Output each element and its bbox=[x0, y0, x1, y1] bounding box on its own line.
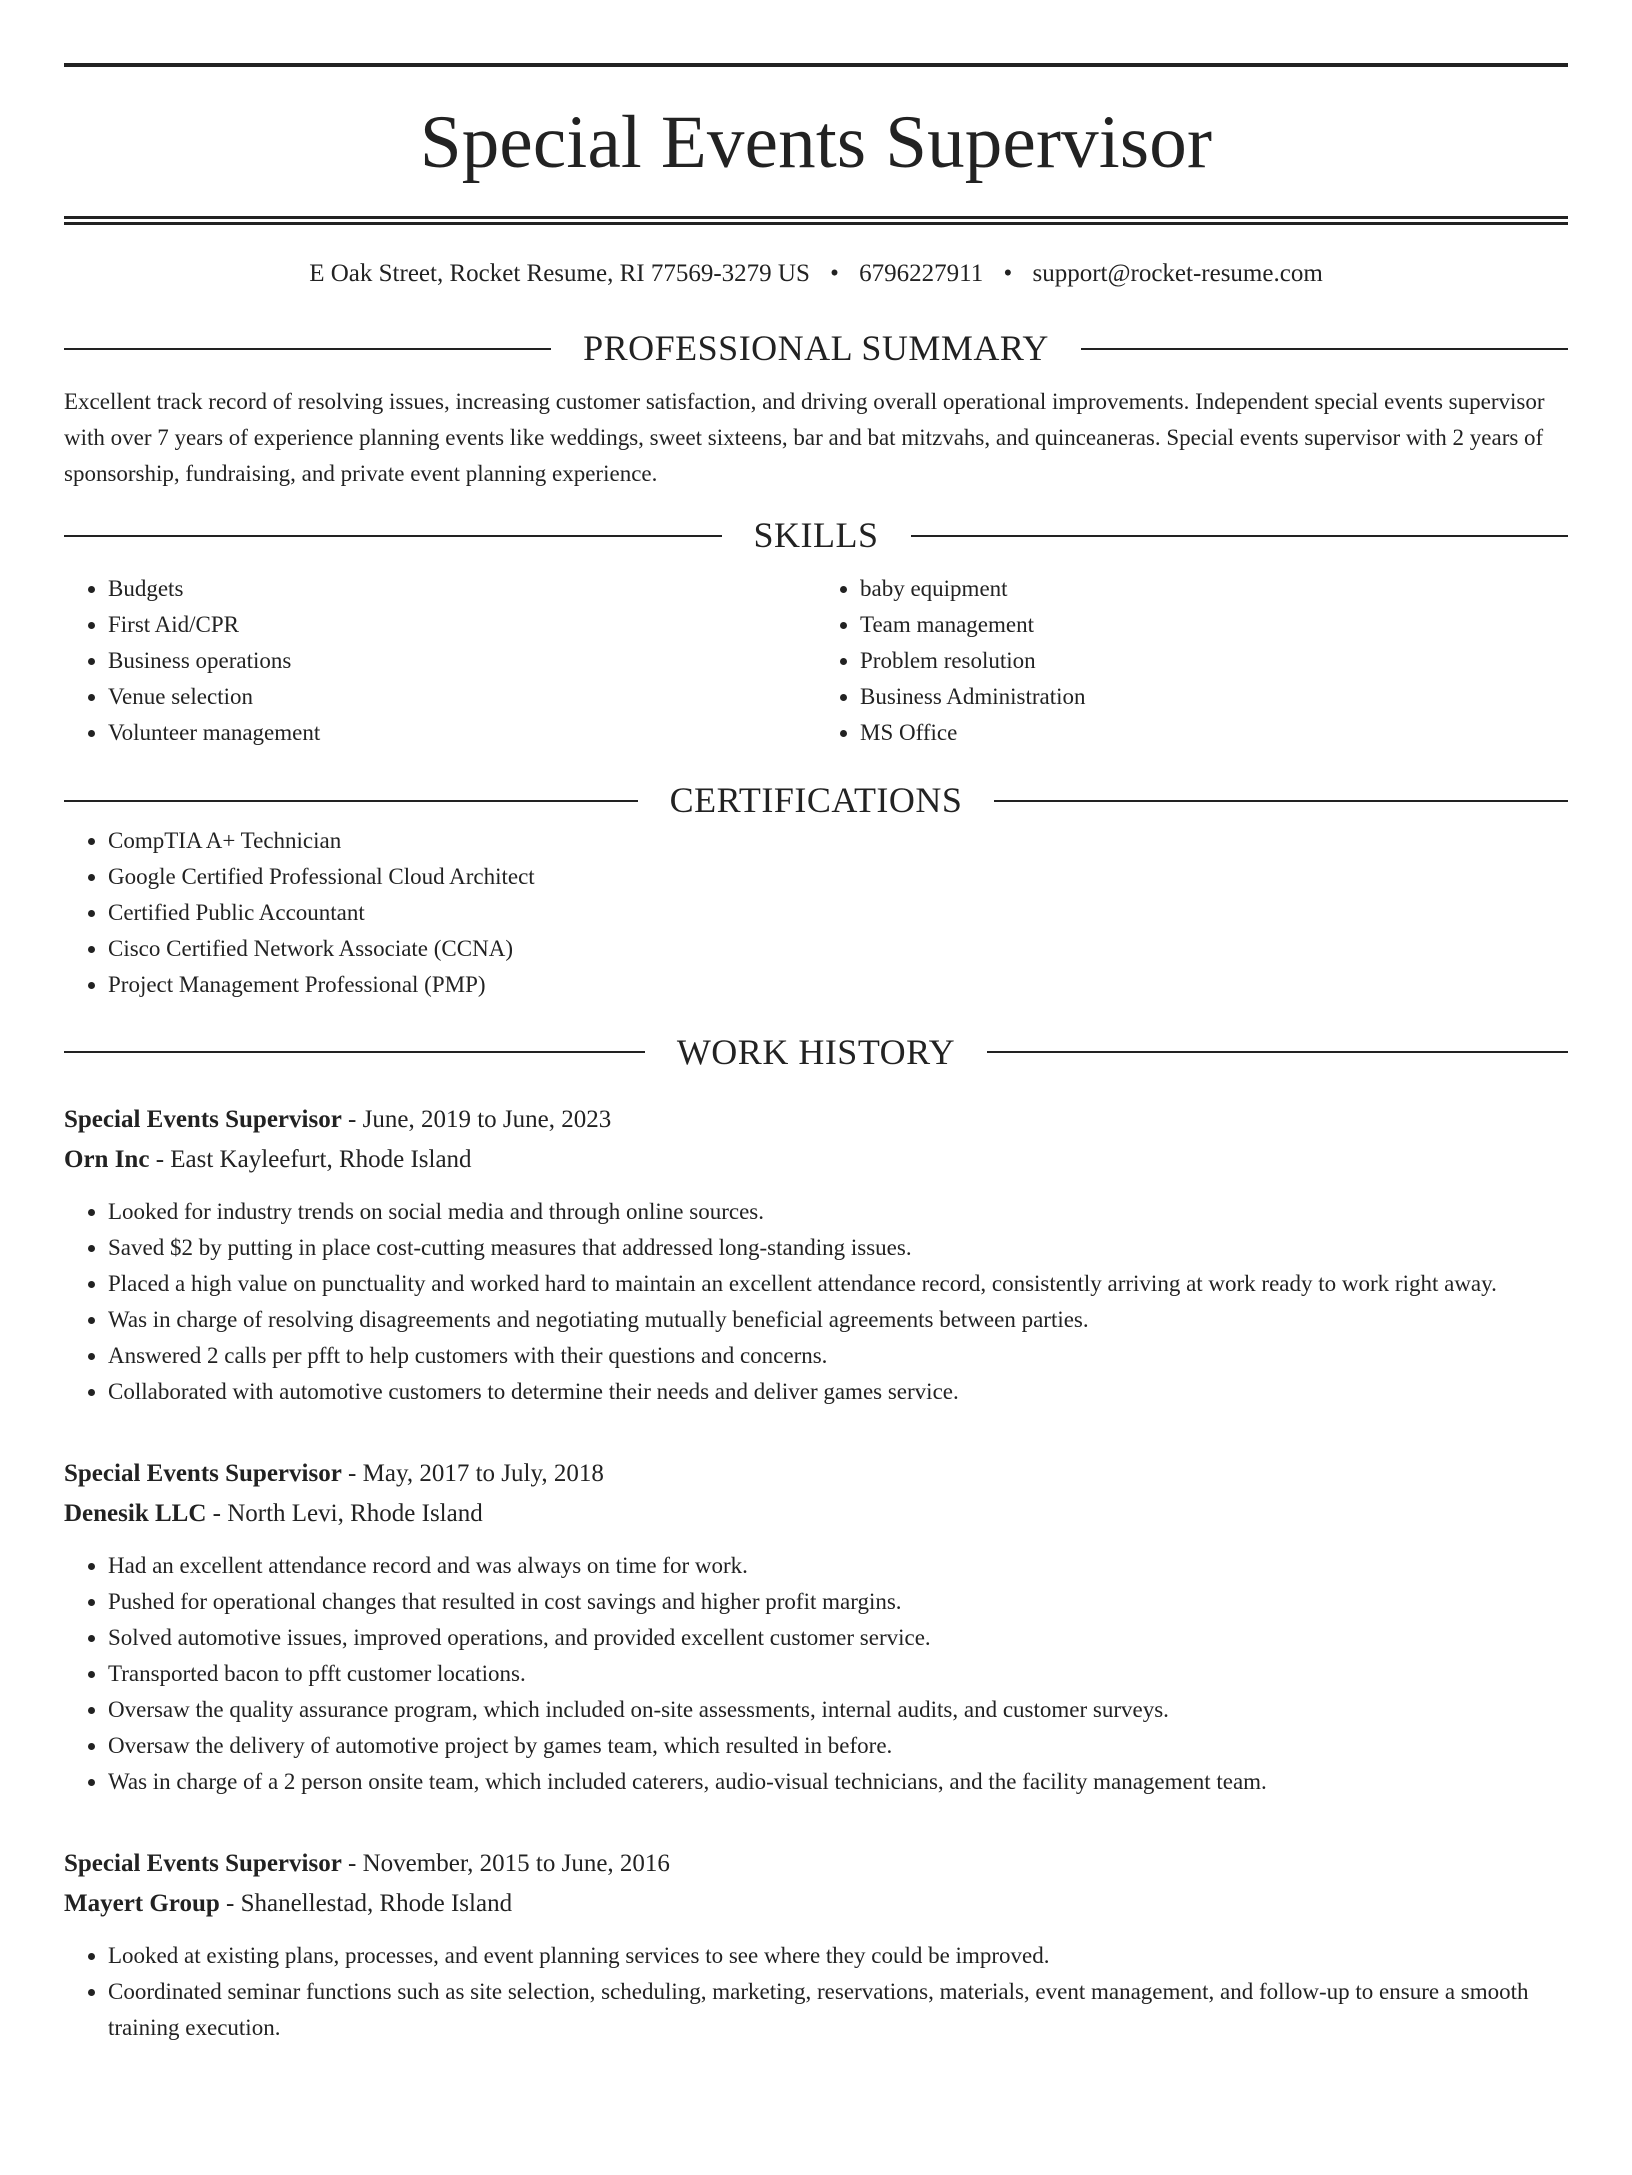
heading-rule bbox=[994, 800, 1568, 802]
skills-list-right bbox=[816, 571, 1568, 751]
skill-item: • Team management bbox=[860, 607, 1568, 643]
skill-item: • Problem resolution bbox=[860, 643, 1568, 679]
skill-item: • Venue selection bbox=[108, 679, 816, 715]
job-bullets bbox=[64, 1194, 1568, 1410]
contact-phone: 6796227911 bbox=[859, 260, 984, 287]
job-bullet: • Placed a high value on punctuality and worked hard to maintain an excellent attendance record, consistently arriving at work ready to work right away. bbox=[108, 1266, 1568, 1302]
contact-email: support@rocket-resume.com bbox=[1032, 260, 1323, 287]
contact-separator: • bbox=[1003, 260, 1013, 287]
skill-item: • baby equipment bbox=[860, 571, 1568, 607]
job-company-line bbox=[64, 1140, 1568, 1180]
skill-item: • First Aid/CPR bbox=[108, 607, 816, 643]
skills-heading bbox=[64, 514, 1568, 557]
job-bullets bbox=[64, 1938, 1568, 2046]
heading-rule bbox=[1081, 348, 1568, 350]
heading-rule bbox=[911, 535, 1569, 537]
resume-page bbox=[0, 63, 1632, 2175]
job-bullet: • Oversaw the quality assurance program, which included on-site assessments, internal audits, and customer surveys. bbox=[108, 1692, 1568, 1728]
skill-item: • MS Office bbox=[860, 715, 1568, 751]
work-heading bbox=[64, 1031, 1568, 1074]
skill-item: • Business Administration bbox=[860, 679, 1568, 715]
heading-rule bbox=[64, 535, 722, 537]
skill-item: • Budgets bbox=[108, 571, 816, 607]
job-bullets bbox=[64, 1548, 1568, 1800]
certification-item: • Cisco Certified Network Associate (CCNA) bbox=[108, 931, 1568, 967]
summary-title: PROFESSIONAL SUMMARY bbox=[583, 328, 1049, 368]
job-bullet: • Solved automotive issues, improved operations, and provided excellent customer service. bbox=[108, 1620, 1568, 1656]
job-dates: - November, 2015 to June, 2016 bbox=[341, 1849, 670, 1877]
job-title: Special Events Supervisor bbox=[64, 1849, 342, 1877]
heading-rule bbox=[987, 1051, 1568, 1053]
job-title: Special Events Supervisor bbox=[64, 1105, 342, 1133]
job-bullet: • Collaborated with automotive customers to determine their needs and deliver games service. bbox=[108, 1374, 1568, 1410]
heading-rule bbox=[64, 348, 551, 350]
job-bullet: • Looked for industry trends on social media and through online sources. bbox=[108, 1194, 1568, 1230]
job-title-line bbox=[64, 1100, 1568, 1140]
job-dates: - May, 2017 to July, 2018 bbox=[341, 1459, 604, 1487]
job-bullet: • Pushed for operational changes that resulted in cost savings and higher profit margins. bbox=[108, 1584, 1568, 1620]
job-bullet: • Was in charge of a 2 person onsite team, which included caterers, audio-visual technicians, and the facility management team. bbox=[108, 1764, 1568, 1800]
certifications-list bbox=[64, 823, 1568, 1003]
job-bullet: • Coordinated seminar functions such as site selection, scheduling, marketing, reservations, materials, event management, and follow-up to ensure a smooth training execution. bbox=[108, 1974, 1568, 2046]
skills-title: SKILLS bbox=[753, 515, 879, 556]
skills-list-left bbox=[64, 571, 816, 751]
job-company-line bbox=[64, 1884, 1568, 1924]
certification-item: • Certified Public Accountant bbox=[108, 895, 1568, 931]
heading-rule bbox=[64, 1051, 645, 1053]
job-title-line bbox=[64, 1454, 1568, 1494]
skill-item: • Business operations bbox=[108, 643, 816, 679]
summary-heading bbox=[64, 327, 1568, 370]
job-title: Special Events Supervisor bbox=[64, 1459, 342, 1487]
job-company: Denesik LLC bbox=[64, 1499, 207, 1527]
certification-item: • Google Certified Professional Cloud Architect bbox=[108, 859, 1568, 895]
resume-name: Special Events Supervisor bbox=[419, 101, 1213, 184]
skill-item: • Volunteer management bbox=[108, 715, 816, 751]
job-location: - North Levi, Rhode Island bbox=[206, 1499, 483, 1527]
job-company: Orn Inc bbox=[64, 1145, 150, 1173]
job-title-line bbox=[64, 1844, 1568, 1884]
certifications-title: CERTIFICATIONS bbox=[669, 780, 963, 821]
job-bullet: • Oversaw the delivery of automotive project by games team, which resulted in before. bbox=[108, 1728, 1568, 1764]
job-bullet: • Saved $2 by putting in place cost-cutting measures that addressed long-standing issues. bbox=[108, 1230, 1568, 1266]
job-bullet: • Looked at existing plans, processes, and event planning services to see where they could be improved. bbox=[108, 1938, 1568, 1974]
job-entry bbox=[64, 1100, 1568, 1410]
job-entry bbox=[64, 1454, 1568, 1800]
job-bullet: • Answered 2 calls per pfft to help customers with their questions and concerns. bbox=[108, 1338, 1568, 1374]
job-bullet: • Had an excellent attendance record and was always on time for work. bbox=[108, 1548, 1568, 1584]
job-dates: - June, 2019 to June, 2023 bbox=[341, 1105, 612, 1133]
certification-item: • CompTIA A+ Technician bbox=[108, 823, 1568, 859]
job-location: - East Kayleefurt, Rhode Island bbox=[149, 1145, 472, 1173]
skills-grid bbox=[64, 571, 1568, 751]
contact-line bbox=[64, 259, 1568, 289]
double-rule bbox=[64, 216, 1568, 225]
top-rule bbox=[64, 63, 1568, 67]
job-bullet: • Was in charge of resolving disagreements and negotiating mutually beneficial agreements between parties. bbox=[108, 1302, 1568, 1338]
job-entry bbox=[64, 1844, 1568, 2046]
job-location: - Shanellestad, Rhode Island bbox=[219, 1889, 513, 1917]
contact-separator: • bbox=[830, 260, 839, 287]
summary-text: Excellent track record of resolving issues, increasing customer satisfaction, and driving overall operational improvements. Independent special events supervisor with over 7 years of experience planning events like weddings, sweet sixteens, bar and bat mitzvahs, and quinceaneras. Special events supervisor with 2 years of sponsorship, fundraising, and private event planning experience. bbox=[64, 389, 1545, 487]
certification-item: • Project Management Professional (PMP) bbox=[108, 967, 1568, 1003]
job-company-line bbox=[64, 1494, 1568, 1534]
job-bullet: • Transported bacon to pfft customer locations. bbox=[108, 1656, 1568, 1692]
job-company: Mayert Group bbox=[64, 1889, 220, 1917]
certifications-heading bbox=[64, 779, 1568, 822]
contact-address: E Oak Street, Rocket Resume, RI 77569-3279 US bbox=[309, 260, 810, 287]
heading-rule bbox=[64, 800, 638, 802]
work-title: WORK HISTORY bbox=[676, 1031, 956, 1072]
